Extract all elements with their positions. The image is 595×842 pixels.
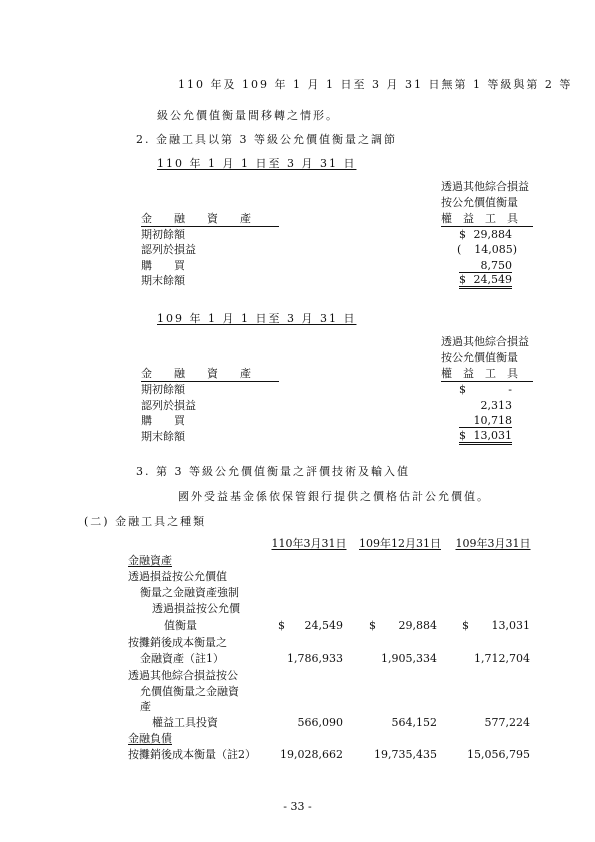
table2-period: 109 年 1 月 1 日至 3 月 31 日 [157, 312, 357, 325]
table2-col-head-3: 權 益 工 具 [441, 367, 518, 380]
row-label-line: 按攤銷後成本衡量（註2） [128, 748, 256, 761]
table1-row-currency: ( [457, 243, 462, 256]
intro-line-1: 110 年及 109 年 1 月 1 日至 3 月 31 日無第 1 等級與第 2 等 [178, 78, 573, 91]
table1-row-label: 認列於損益 [141, 243, 196, 256]
row-label-line: 權益工具投資 [152, 716, 218, 729]
cell-value: 1,905,334 [381, 652, 437, 665]
table1-period: 110 年 1 月 1 日至 3 月 31 日 [157, 157, 357, 170]
table1-col-head-2: 按公允價值衡量 [441, 196, 518, 209]
row-label-line: 金融資產（註1） [140, 652, 224, 665]
cell-value: 1,712,704 [474, 652, 530, 665]
table1-row-label: 購 買 [141, 259, 185, 272]
row-label-line: 按攤銷後成本衡量之 [128, 636, 227, 649]
section-b-heading: (二) 金融工具之種類 [84, 515, 207, 528]
table1-row-value: 14,085) [474, 243, 517, 256]
cell-value: 19,735,435 [374, 748, 437, 761]
row-label-line: 衡量之金融資產強制 [140, 586, 239, 599]
row-label-line: 透過損益按公允價值 [128, 570, 227, 583]
table1-col-head-3: 權 益 工 具 [441, 212, 518, 225]
table2-col-head-2: 按公允價值衡量 [441, 351, 518, 364]
table2-col-head-rule [441, 381, 533, 382]
cell-value: 29,884 [398, 619, 437, 632]
row-label-line: 產 [140, 700, 151, 713]
table1-row-head: 金 融 資 產 [141, 212, 251, 225]
cell-currency: $ [278, 619, 285, 632]
cell-currency: $ [462, 619, 469, 632]
cell-value: 15,056,795 [467, 748, 530, 761]
table1-row-value: 29,884 [473, 228, 512, 241]
section-2-heading: 2. 金融工具以第 3 等級公允價值衡量之調節 [136, 133, 397, 146]
cell-currency: $ [369, 619, 376, 632]
section-3-heading: 3. 第 3 等級公允價值衡量之評價技術及輸入值 [136, 465, 410, 478]
financial-assets-label: 金融資產 [128, 554, 172, 567]
table1-col-head-1: 透過其他綜合損益 [441, 180, 529, 193]
column-header: 109年3月31日 [455, 537, 531, 550]
table2-row-currency: $ [459, 383, 466, 396]
row-label-line: 透過其他綜合損益按公 [128, 669, 238, 682]
table2-row-value: 13,031 [473, 429, 512, 442]
cell-value: 564,152 [391, 716, 437, 729]
financial-liabilities-label: 金融負債 [128, 732, 172, 745]
table2-row-value: - [508, 383, 512, 396]
table2-row-currency: $ [459, 429, 466, 442]
table2-col-head-1: 透過其他綜合損益 [441, 335, 529, 348]
table1-row-label: 期初餘額 [141, 228, 185, 241]
table1-row-currency: $ [459, 273, 466, 286]
table1-row-value: 8,750 [459, 259, 512, 273]
table1-row-label: 期末餘額 [141, 274, 185, 287]
table2-row-head-rule [141, 381, 279, 382]
table2-row-label: 期初餘額 [141, 383, 185, 396]
table2-row-label: 認列於損益 [141, 399, 196, 412]
table2-row-label: 期末餘額 [141, 430, 185, 443]
table2-row-label: 購 買 [141, 414, 185, 427]
table1-row-value: 24,549 [473, 273, 512, 286]
table1-total-box [459, 273, 512, 289]
row-label-line: 值衡量 [164, 619, 197, 632]
cell-value: 577,224 [484, 716, 530, 729]
row-label-line: 透過損益按公允價 [152, 602, 240, 615]
column-header: 109年12月31日 [359, 537, 441, 550]
table1-col-head-rule [441, 226, 533, 227]
cell-value: 24,549 [304, 619, 343, 632]
table1-row-currency: $ [459, 228, 466, 241]
table2-row-value: 10,718 [459, 414, 512, 428]
cell-value: 19,028,662 [280, 748, 343, 761]
section-3-text: 國外受益基金係依保管銀行提供之價格估計公允價值。 [178, 490, 490, 503]
table2-row-value: 2,313 [480, 399, 512, 412]
table2-total-box [459, 429, 512, 445]
intro-line-2: 級公允價值衡量間移轉之情形。 [157, 109, 339, 122]
cell-value: 13,031 [491, 619, 530, 632]
column-header: 110年3月31日 [271, 537, 347, 550]
cell-value: 1,786,933 [287, 652, 343, 665]
table1-row-head-rule [141, 226, 279, 227]
table2-row-head: 金 融 資 產 [141, 367, 251, 380]
cell-value: 566,090 [297, 716, 343, 729]
row-label-line: 允價值衡量之金融資 [140, 685, 239, 698]
page-number: - 33 - [283, 800, 312, 813]
